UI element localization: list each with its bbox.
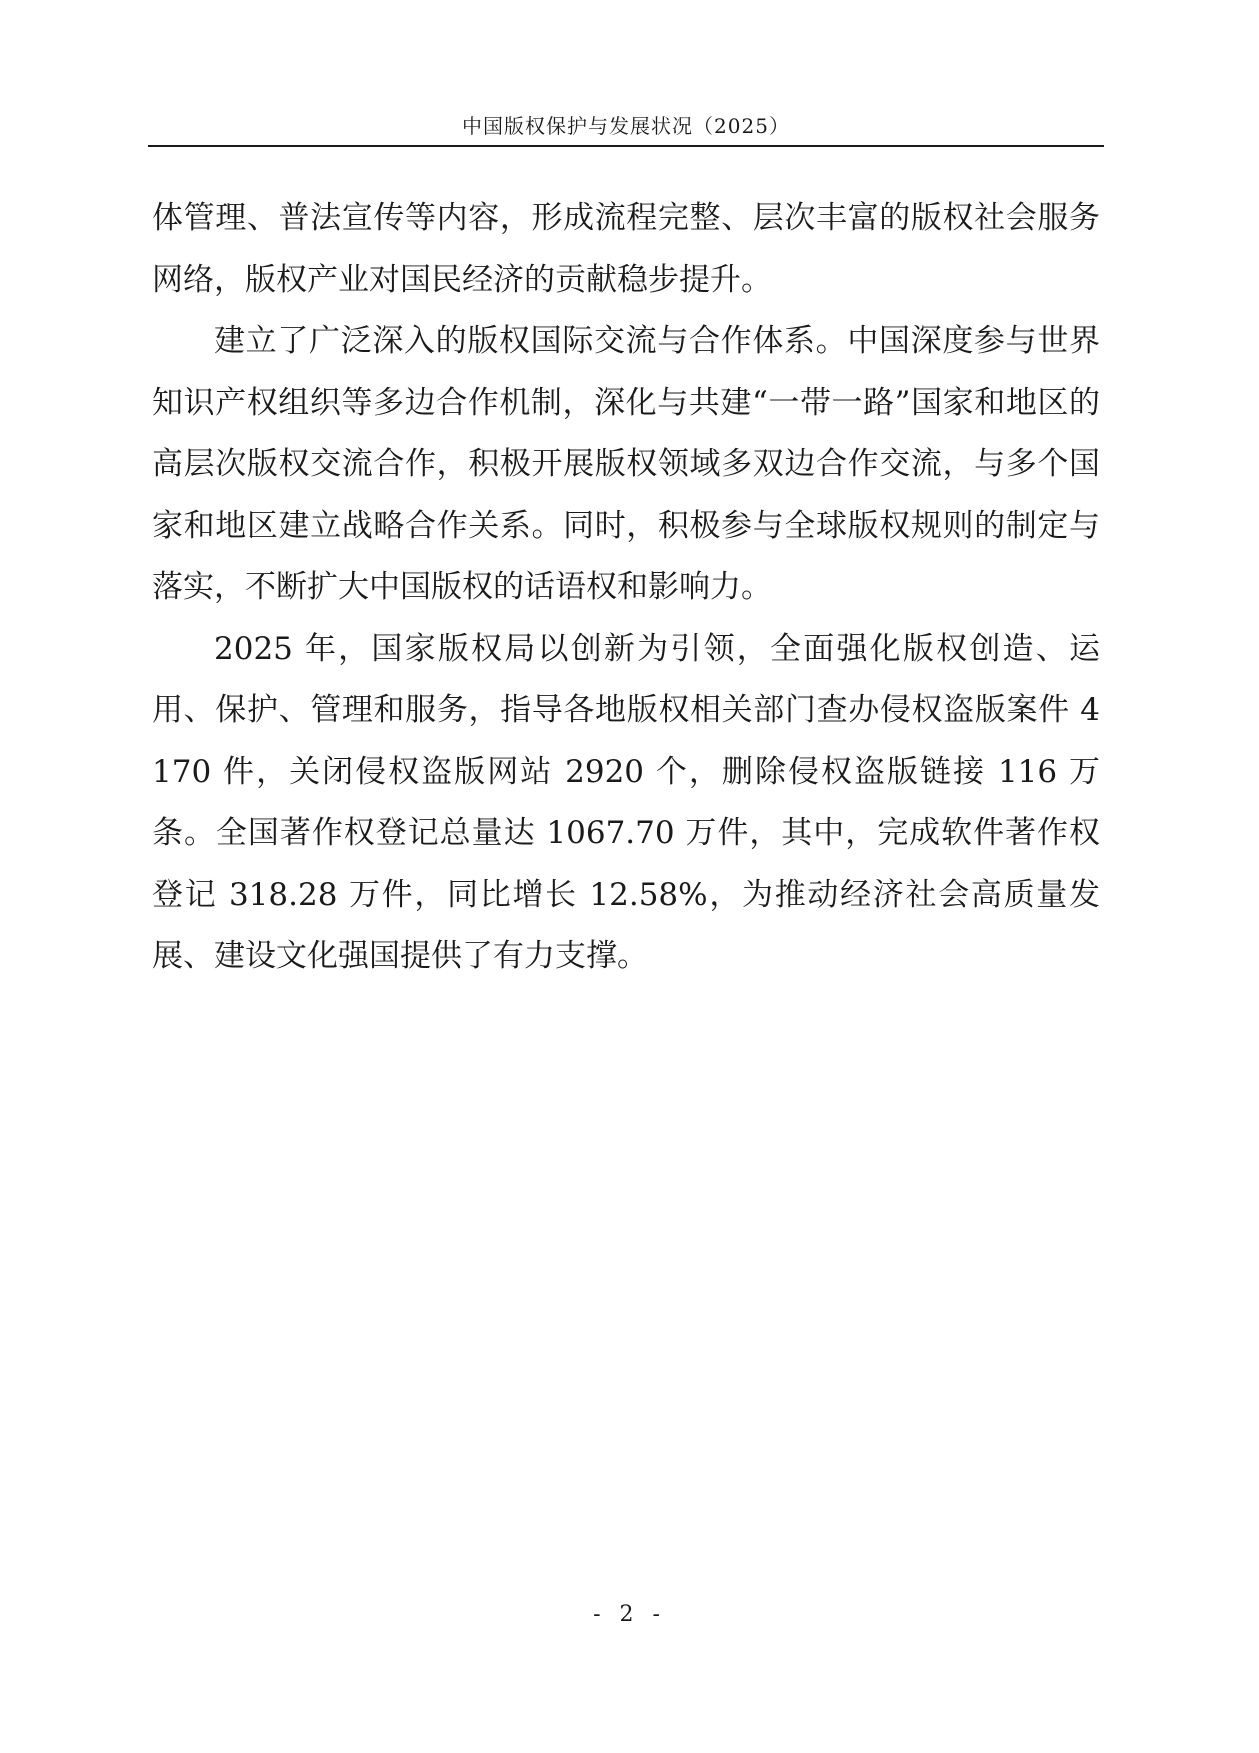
body-text — [152, 188, 1100, 988]
paragraph-international-cooperation: 建立了广泛深入的版权国际交流与合作体系。中国深度参与世界知识产权组织等多边合作机制，深化与共建“一带一路”国家和地区的高层次版权交流合作，积极开展版权领域多双边合作交流，与多个国家和地区建立战略合作关系。同时，积极参与全球版权规则的制定与落实，不断扩大中国版权的话语权和影响力。 — [152, 323, 1100, 605]
paragraph-2025-summary: 2025 年，国家版权局以创新为引领，全面强化版权创造、运用、保护、管理和服务，指导各地版权相关部门查办侵权盗版案件 4170 件，关闭侵权盗版网站 2920 个，删除侵权盗版链接 116 万条。全国著作权登记总量达 1067.70 万件，其中，完成软件著作权登记 318.28 万件，同比增长 12.58%，为推动经济社会高质量发展、建设文化强国提供了有力支撑。 — [152, 630, 1100, 974]
header-rule — [148, 145, 1104, 147]
page-number: - 2 - — [593, 1602, 666, 1627]
running-header: 中国版权保护与发展状况（2025） — [462, 114, 790, 138]
paragraph-continued: 体管理、普法宣传等内容，形成流程完整、层次丰富的版权社会服务网络，版权产业对国民经济的贡献稳步提升。 — [152, 200, 1100, 298]
